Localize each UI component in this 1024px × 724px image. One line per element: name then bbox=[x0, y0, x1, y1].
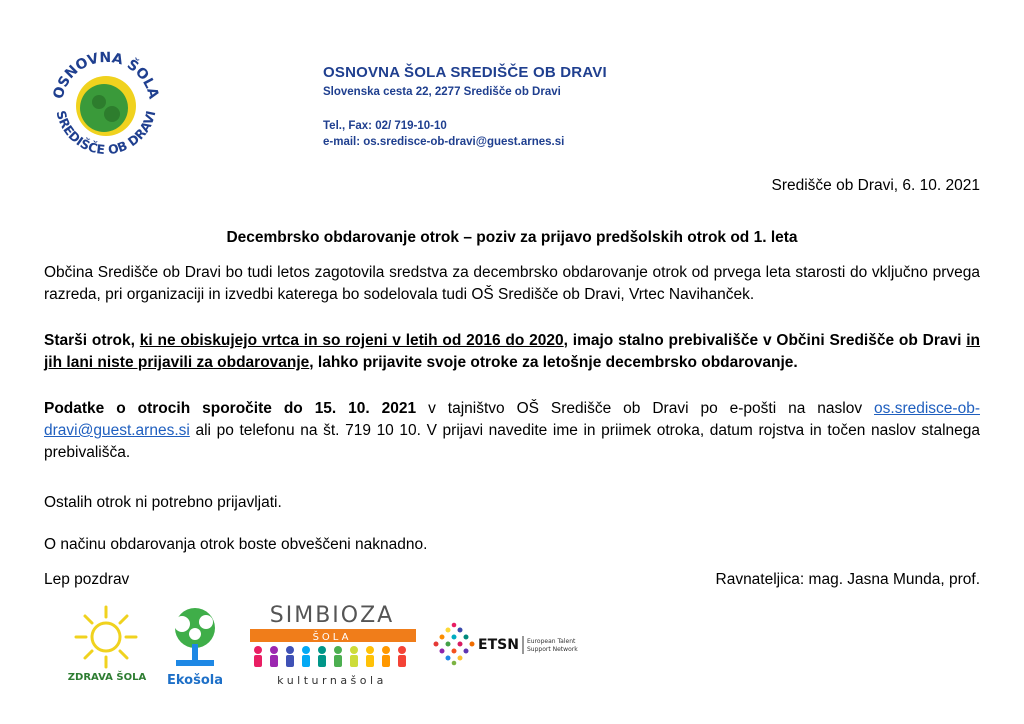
school-phone: Tel., Fax: 02/ 719-10-10 bbox=[323, 120, 447, 132]
paragraph-submission: Podatke o otrocih sporočite do 15. 10. 2021 v tajništvo OŠ Središče ob Dravi po e-pošti na naslov os.sredisce-ob-dravi@guest.arnes.si ali po telefonu na št. 719 10 10. V prijavi navedite ime in priimek otroka, datum rojstva in točen naslov stalnega prebivališča. bbox=[44, 400, 980, 461]
svg-text:Support Network: Support Network bbox=[527, 646, 578, 653]
sun-icon bbox=[76, 607, 136, 667]
paragraph-intro: Občina Središče ob Dravi bo tudi letos zagotovila sredstva za decembrsko obdarovanje otrok od prvega leta starosti do vključno prvega razreda, pri organizaciji in izvedbi katerega bo sodelovala tudi OŠ Središče ob Dravi, Vrtec Navihanček. bbox=[44, 264, 980, 303]
school-name: OSNOVNA ŠOLA SREDIŠČE OB DRAVI bbox=[323, 64, 607, 81]
people-icon bbox=[254, 646, 406, 667]
svg-text:kulturnašola: kulturnašola bbox=[277, 674, 387, 687]
etsn-logo bbox=[428, 619, 588, 669]
deadline-text: Podatke o otrocih sporočite do 15. 10. 2021 bbox=[44, 400, 417, 417]
closing-greeting: Lep pozdrav bbox=[44, 571, 130, 588]
svg-text:SIMBIOZA: SIMBIOZA bbox=[269, 603, 395, 628]
svg-text:Ekošola: Ekošola bbox=[166, 673, 224, 688]
tree-icon bbox=[174, 608, 215, 666]
ekosola-logo bbox=[160, 604, 230, 690]
letter-title: Decembrsko obdarovanje otrok – poziv za prijavo predšolskih otrok od 1. leta bbox=[226, 229, 798, 246]
paragraph-parents: Starši otrok, ki ne obiskujejo vrtca in so rojeni v letih od 2016 do 2020, imajo stalno prebivališče v Občini Središče ob Dravi in jih lani niste prijavili za obdarovanje, lahko prijavite svoje otroke za letošnje decembrsko obdarovanje. bbox=[44, 332, 981, 371]
svg-text:European Talent: European Talent bbox=[527, 638, 576, 645]
school-address: Slovenska cesta 22, 2277 Središče ob Dravi bbox=[323, 86, 561, 98]
simbioza-kulturna-logo bbox=[244, 600, 420, 692]
letter-date: Središče ob Dravi, 6. 10. 2021 bbox=[771, 177, 980, 194]
underlined-condition-1: ki ne obiskujejo vrtca in so rojeni v letih od 2016 do 2020 bbox=[139, 332, 564, 349]
letterhead bbox=[323, 64, 607, 148]
svg-text:ŠOLA: ŠOLA bbox=[312, 632, 352, 643]
svg-text:ETSN: ETSN bbox=[478, 637, 519, 653]
school-email: e-mail: os.sredisce-ob-dravi@guest.arnes.si bbox=[323, 136, 565, 148]
school-logo-icon bbox=[44, 44, 168, 168]
dots-icon bbox=[434, 623, 475, 666]
signature: Ravnateljica: mag. Jasna Munda, prof. bbox=[715, 571, 980, 588]
logo-text-top: OSNOVNA ŠOLA bbox=[50, 49, 162, 101]
paragraph-others: Ostalih otrok ni potrebno prijavljati. bbox=[44, 494, 282, 511]
zdrava-sola-logo bbox=[66, 603, 148, 685]
email-link[interactable]: os.sredisce-ob-dravi@guest.arnes.si bbox=[44, 400, 980, 439]
logo-text-bottom: SREDIŠČE OB DRAVI bbox=[53, 108, 159, 158]
paragraph-notice: O načinu obdarovanja otrok boste obveščeni naknadno. bbox=[44, 536, 428, 553]
underlined-condition-2: in jih lani niste prijavili za obdarovanje bbox=[44, 332, 981, 371]
svg-text:ZDRAVA ŠOLA: ZDRAVA ŠOLA bbox=[67, 672, 147, 683]
